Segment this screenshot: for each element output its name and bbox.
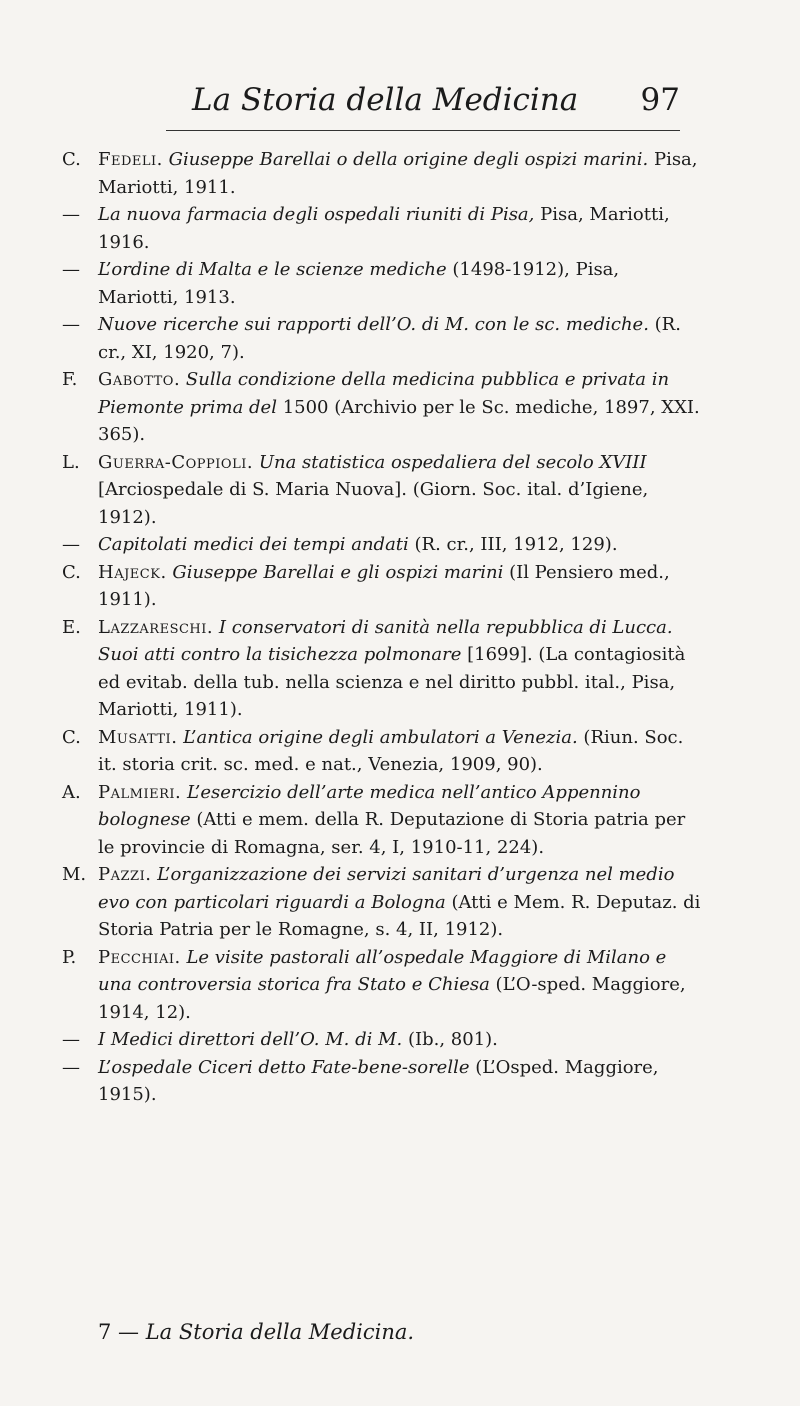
bibliography-entry bbox=[62, 201, 702, 256]
entry-title: La nuova farmacia degli ospedali riuniti di Pisa, bbox=[98, 204, 535, 225]
entry-initial: C. bbox=[62, 561, 81, 583]
entry-publication: [1699]. (La contagiosità ed evitab. della tub. nella scienza e nel diritto pubbl. ital., Pisa, Mariotti, 1911). bbox=[98, 644, 686, 720]
entry-author: Lazzareschi. bbox=[98, 616, 214, 638]
bibliography-entry bbox=[62, 531, 702, 559]
entry-author: Musatti. bbox=[98, 726, 178, 748]
bibliography-entry bbox=[62, 724, 702, 779]
entry-publication: Pisa, Mariotti, 1916. bbox=[98, 204, 670, 253]
entry-publication: [Arciospedale di S. Maria Nuova]. (Giorn. Soc. ital. d’Igiene, 1912). bbox=[98, 479, 649, 528]
entry-publication: (Atti e mem. della R. Deputazione di Storia patria per le provincie di Romagna, ser. 4, I, 1910-11, 224). bbox=[98, 809, 686, 858]
bibliography-entry bbox=[62, 861, 702, 944]
entry-title: L’antica origine degli ambulatori a Venezia. bbox=[183, 726, 578, 748]
bibliography-list bbox=[62, 146, 702, 1109]
entry-author: Guerra-Coppioli. bbox=[98, 451, 254, 473]
entry-initial: — bbox=[62, 314, 80, 335]
entry-publication: (Riun. Soc. it. storia crit. sc. med. e nat., Venezia, 1909, 90). bbox=[98, 726, 684, 775]
bibliography-entry bbox=[62, 449, 702, 532]
entry-author: Hajeck. bbox=[98, 561, 167, 583]
entry-publication: (1498-1912), Pisa, Mariotti, 1913. bbox=[98, 259, 620, 308]
entry-publication: (R. cr., XI, 1920, 7). bbox=[98, 314, 681, 363]
entry-publication: (L’O-sped. Maggiore, 1914, 12). bbox=[98, 974, 686, 1023]
signature-number: 7 — bbox=[98, 1320, 140, 1344]
entry-title: Le visite pastorali all’ospedale Maggiore di Milano e una controversia storica fra Stato e Chiesa bbox=[98, 946, 667, 995]
entry-initial: P. bbox=[62, 946, 77, 968]
entry-author: Gabotto. bbox=[98, 369, 181, 390]
entry-initial: A. bbox=[62, 781, 81, 803]
entry-title: L’ospedale Ciceri detto Fate-bene-sorelle bbox=[98, 1056, 470, 1078]
entry-title: I Medici direttori dell’O. M. di M. bbox=[98, 1029, 403, 1050]
bibliography-entry bbox=[62, 366, 702, 449]
bibliography-entry bbox=[62, 256, 702, 311]
running-header bbox=[160, 82, 680, 126]
entry-initial: L. bbox=[62, 451, 80, 473]
entry-author: Pecchiai. bbox=[98, 946, 181, 968]
entry-title: I conservatori di sanità nella repubblica di Lucca. Suoi atti contro la tisichezza polmonare bbox=[98, 616, 673, 665]
bibliography-entry bbox=[62, 614, 702, 724]
entry-initial: C. bbox=[62, 149, 81, 170]
entry-initial: — bbox=[62, 534, 80, 555]
entry-initial: — bbox=[62, 1056, 80, 1078]
entry-publication: (Il Pensiero med., 1911). bbox=[98, 561, 670, 610]
entry-initial: F. bbox=[62, 369, 78, 390]
running-title: La Storia della Medicina bbox=[192, 82, 579, 118]
page-number: 97 bbox=[640, 82, 680, 118]
signature-title: La Storia della Medicina. bbox=[145, 1320, 415, 1344]
entry-title: Giuseppe Barellai o della origine degli ospizi marini. bbox=[168, 149, 649, 170]
bibliography-entry bbox=[62, 1026, 702, 1054]
entry-author: Pazzi. bbox=[98, 864, 152, 885]
bibliography-entry bbox=[62, 559, 702, 614]
header-rule bbox=[166, 130, 680, 131]
entry-title: Sulla condizione della medicina pubblica e privata in Piemonte prima del bbox=[98, 369, 670, 418]
entry-initial: C. bbox=[62, 726, 81, 748]
bibliography-entry bbox=[62, 779, 702, 862]
bibliography-entry bbox=[62, 944, 702, 1027]
bibliography-entry bbox=[62, 1054, 702, 1109]
entry-publication: (Atti e Mem. R. Deputaz. di Storia Patria per le Romagne, s. 4, II, 1912). bbox=[98, 891, 701, 940]
entry-title: Una statistica ospedaliera del secolo XVIII bbox=[258, 451, 647, 473]
entry-publication: (R. cr., III, 1912, 129). bbox=[408, 534, 618, 555]
bibliography-entry bbox=[62, 311, 702, 366]
entry-author: Fedeli. bbox=[98, 149, 163, 170]
entry-title: L’organizzazione dei servizi sanitari d’urgenza nel medio evo con particolari riguardi a Bologna bbox=[98, 864, 675, 913]
entry-initial: E. bbox=[62, 616, 81, 638]
entry-publication: (Ib., 801). bbox=[402, 1029, 498, 1050]
signature-line bbox=[98, 1320, 414, 1344]
entry-publication: Pisa, Mariotti, 1911. bbox=[98, 149, 698, 198]
entry-initial: — bbox=[62, 204, 80, 225]
entry-publication: 1500 (Archivio per le Sc. mediche, 1897, XXI. 365). bbox=[98, 396, 700, 445]
entry-initial: — bbox=[62, 1029, 80, 1050]
bibliography-entry bbox=[62, 146, 702, 201]
entry-title: Giuseppe Barellai e gli ospizi marini bbox=[172, 561, 504, 583]
entry-author: Palmieri. bbox=[98, 781, 182, 803]
entry-initial: — bbox=[62, 259, 80, 280]
entry-title: L’esercizio dell’arte medica nell’antico Appennino bolognese bbox=[98, 781, 641, 830]
entry-publication: (L’Osped. Maggiore, 1915). bbox=[98, 1056, 659, 1105]
entry-initial: M. bbox=[62, 864, 87, 885]
entry-title: L’ordine di Malta e le scienze mediche bbox=[98, 259, 447, 280]
entry-title: Capitolati medici dei tempi andati bbox=[98, 534, 409, 555]
entry-title: Nuove ricerche sui rapporti dell’O. di M. con le sc. mediche. bbox=[98, 314, 649, 335]
